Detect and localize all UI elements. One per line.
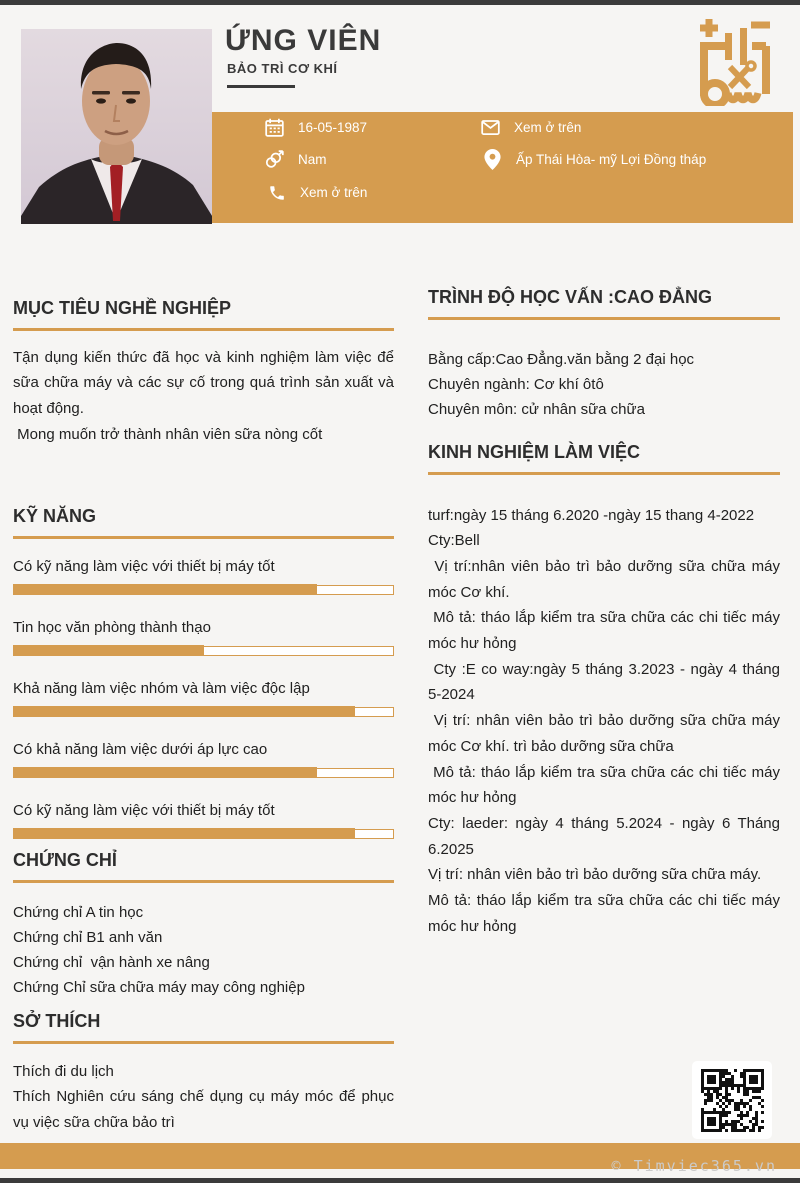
certificate-item: Chứng chỉ vận hành xe nâng xyxy=(13,953,210,971)
experience-line: Mô tả: tháo lắp kiểm tra sữa chữa các chi tiếc máy móc hư hỏng xyxy=(428,609,780,653)
bottom-strip xyxy=(0,1178,800,1183)
hobbies-heading: SỞ THÍCH xyxy=(13,1011,101,1031)
skill-item xyxy=(13,801,394,839)
certificate-item: Chứng chỉ A tin học xyxy=(13,903,144,921)
education-line: Chuyên môn: cử nhân sữa chữa xyxy=(428,400,645,418)
certificate-item: Chứng Chỉ sữa chữa máy may công nghiệp xyxy=(13,979,305,997)
education-line: Chuyên ngành: Cơ khí ôtô xyxy=(428,375,604,393)
certificates-heading: CHỨNG CHỈ xyxy=(13,850,117,870)
section-hobbies xyxy=(13,1010,394,1135)
certificates-rule xyxy=(13,880,394,883)
location-icon xyxy=(482,149,503,170)
skill-progress-bar xyxy=(13,768,394,778)
objective-paragraph-2: Mong muốn trở thành nhân viên sữa nòng cốt xyxy=(13,425,323,443)
experience-line: Vị trí: nhân viên bảo trì bảo dưỡng sữa chữa máy. xyxy=(428,866,762,884)
certificate-item: Chứng chỉ B1 anh văn xyxy=(13,928,163,946)
skill-progress-bar xyxy=(13,585,394,595)
skill-progress-fill xyxy=(13,584,318,595)
gender-value: Nam xyxy=(298,152,327,167)
skill-progress-fill xyxy=(13,645,204,656)
education-line: Bằng cấp:Cao Đẳng.văn bằng 2 đại học xyxy=(428,350,695,368)
gender-row xyxy=(264,149,327,170)
skills-rule xyxy=(13,536,394,539)
objective-rule xyxy=(13,328,394,331)
education-rule xyxy=(428,317,780,320)
skill-progress-bar xyxy=(13,707,394,717)
skill-label: Tin học văn phòng thành thạo xyxy=(13,618,211,636)
skill-progress-fill xyxy=(13,828,356,839)
phone-value: Xem ở trên xyxy=(300,185,368,200)
skill-progress-bar xyxy=(13,829,394,839)
section-skills xyxy=(13,505,394,839)
experience-line: Vị trí: nhân viên bảo trì bảo dưỡng sữa chữa máy móc Cơ khí. trì bảo dưỡng sữa chữa xyxy=(428,712,780,755)
personal-info-band xyxy=(212,112,793,223)
experience-rule xyxy=(428,472,780,475)
hobbies-rule xyxy=(13,1041,394,1044)
profile-photo-image xyxy=(21,29,212,224)
watermark-text: © Timviec365.vn xyxy=(611,1157,777,1175)
section-education xyxy=(428,286,780,422)
skill-progress-fill xyxy=(13,767,318,778)
skill-progress-bar xyxy=(13,646,394,656)
section-certificates xyxy=(13,849,394,1000)
email-icon xyxy=(480,117,501,138)
skill-item xyxy=(13,740,394,778)
experience-line: Mô tả: tháo lắp kiểm tra sữa chữa các chi tiếc máy móc hư hỏng xyxy=(428,763,780,807)
skill-label: Có kỹ năng làm việc với thiết bị máy tốt xyxy=(13,557,275,575)
skill-label: Khả năng làm việc nhóm và làm việc độc lập xyxy=(13,679,310,697)
machine-tools-icon xyxy=(694,16,776,106)
phone-row xyxy=(266,182,367,203)
skill-progress-fill xyxy=(13,706,356,717)
hobby-item: Thích Nghiên cứu sáng chế dụng cụ máy móc để phục vụ việc sữa chữa bảo trì xyxy=(13,1088,394,1131)
experience-line: Cty: laeder: ngày 4 tháng 5.2024 - ngày 6 Tháng 6.2025 xyxy=(428,814,780,858)
hobby-item: Thích đi du lịch xyxy=(13,1062,114,1080)
title-underline xyxy=(227,85,295,88)
skill-label: Có khả năng làm việc dưới áp lực cao xyxy=(13,740,268,758)
skill-label: Có kỹ năng làm việc với thiết bị máy tốt xyxy=(13,801,275,819)
qr-code-image xyxy=(701,1069,764,1132)
experience-line: turf:ngày 15 tháng 6.2020 -ngày 15 thang 4-2022 xyxy=(428,506,755,524)
candidate-job-title: BẢO TRÌ CƠ KHÍ xyxy=(227,61,338,76)
candidate-name: ỨNG VIÊN xyxy=(225,24,382,57)
experience-line: Mô tả: tháo lắp kiểm tra sữa chữa các chi tiếc máy móc hư hỏng xyxy=(428,892,780,935)
address-value: Ấp Thái Hòa- mỹ Lợi Đồng tháp xyxy=(516,152,707,167)
phone-icon xyxy=(266,182,287,203)
objective-heading: MỤC TIÊU NGHỀ NGHIỆP xyxy=(13,298,232,318)
experience-line: Cty :E co way:ngày 5 tháng 3.2023 - ngày 4 tháng 5-2024 xyxy=(428,660,780,704)
education-list xyxy=(428,347,780,423)
top-strip xyxy=(0,0,800,5)
education-heading: TRÌNH ĐỘ HỌC VẤN :CAO ĐẲNG xyxy=(428,287,712,307)
experience-line: Vị trí:nhân viên bảo trì bảo dưỡng sữa chữa máy móc Cơ khí. xyxy=(428,557,780,601)
certificates-list xyxy=(13,900,394,1001)
email-value: Xem ở trên xyxy=(514,120,582,135)
section-experience xyxy=(428,441,780,939)
experience-heading: KINH NGHIỆM LÀM VIỆC xyxy=(428,442,641,462)
skill-item xyxy=(13,557,394,595)
experience-line: Cty:Bell xyxy=(428,532,480,550)
email-row xyxy=(480,117,581,138)
objective-paragraph-1: Tận dụng kiến thức đã học và kinh nghiệm làm việc để sữa chữa máy và các sự cố trong quá trình sản xuất và hoạt động. xyxy=(13,348,394,418)
section-objective xyxy=(13,297,394,448)
skills-heading: KỸ NĂNG xyxy=(13,506,97,526)
skill-item xyxy=(13,679,394,717)
dob-row xyxy=(264,117,367,138)
objective-text xyxy=(13,345,394,448)
address-row xyxy=(482,149,706,170)
profile-photo xyxy=(21,29,212,224)
skills-list xyxy=(13,557,394,839)
dob-value: 16-05-1987 xyxy=(298,120,368,135)
calendar-icon xyxy=(264,117,285,138)
gender-icon xyxy=(264,149,285,170)
skill-item xyxy=(13,618,394,656)
qr-code xyxy=(692,1061,772,1139)
experience-list xyxy=(428,503,780,940)
hobbies-list xyxy=(13,1059,394,1136)
